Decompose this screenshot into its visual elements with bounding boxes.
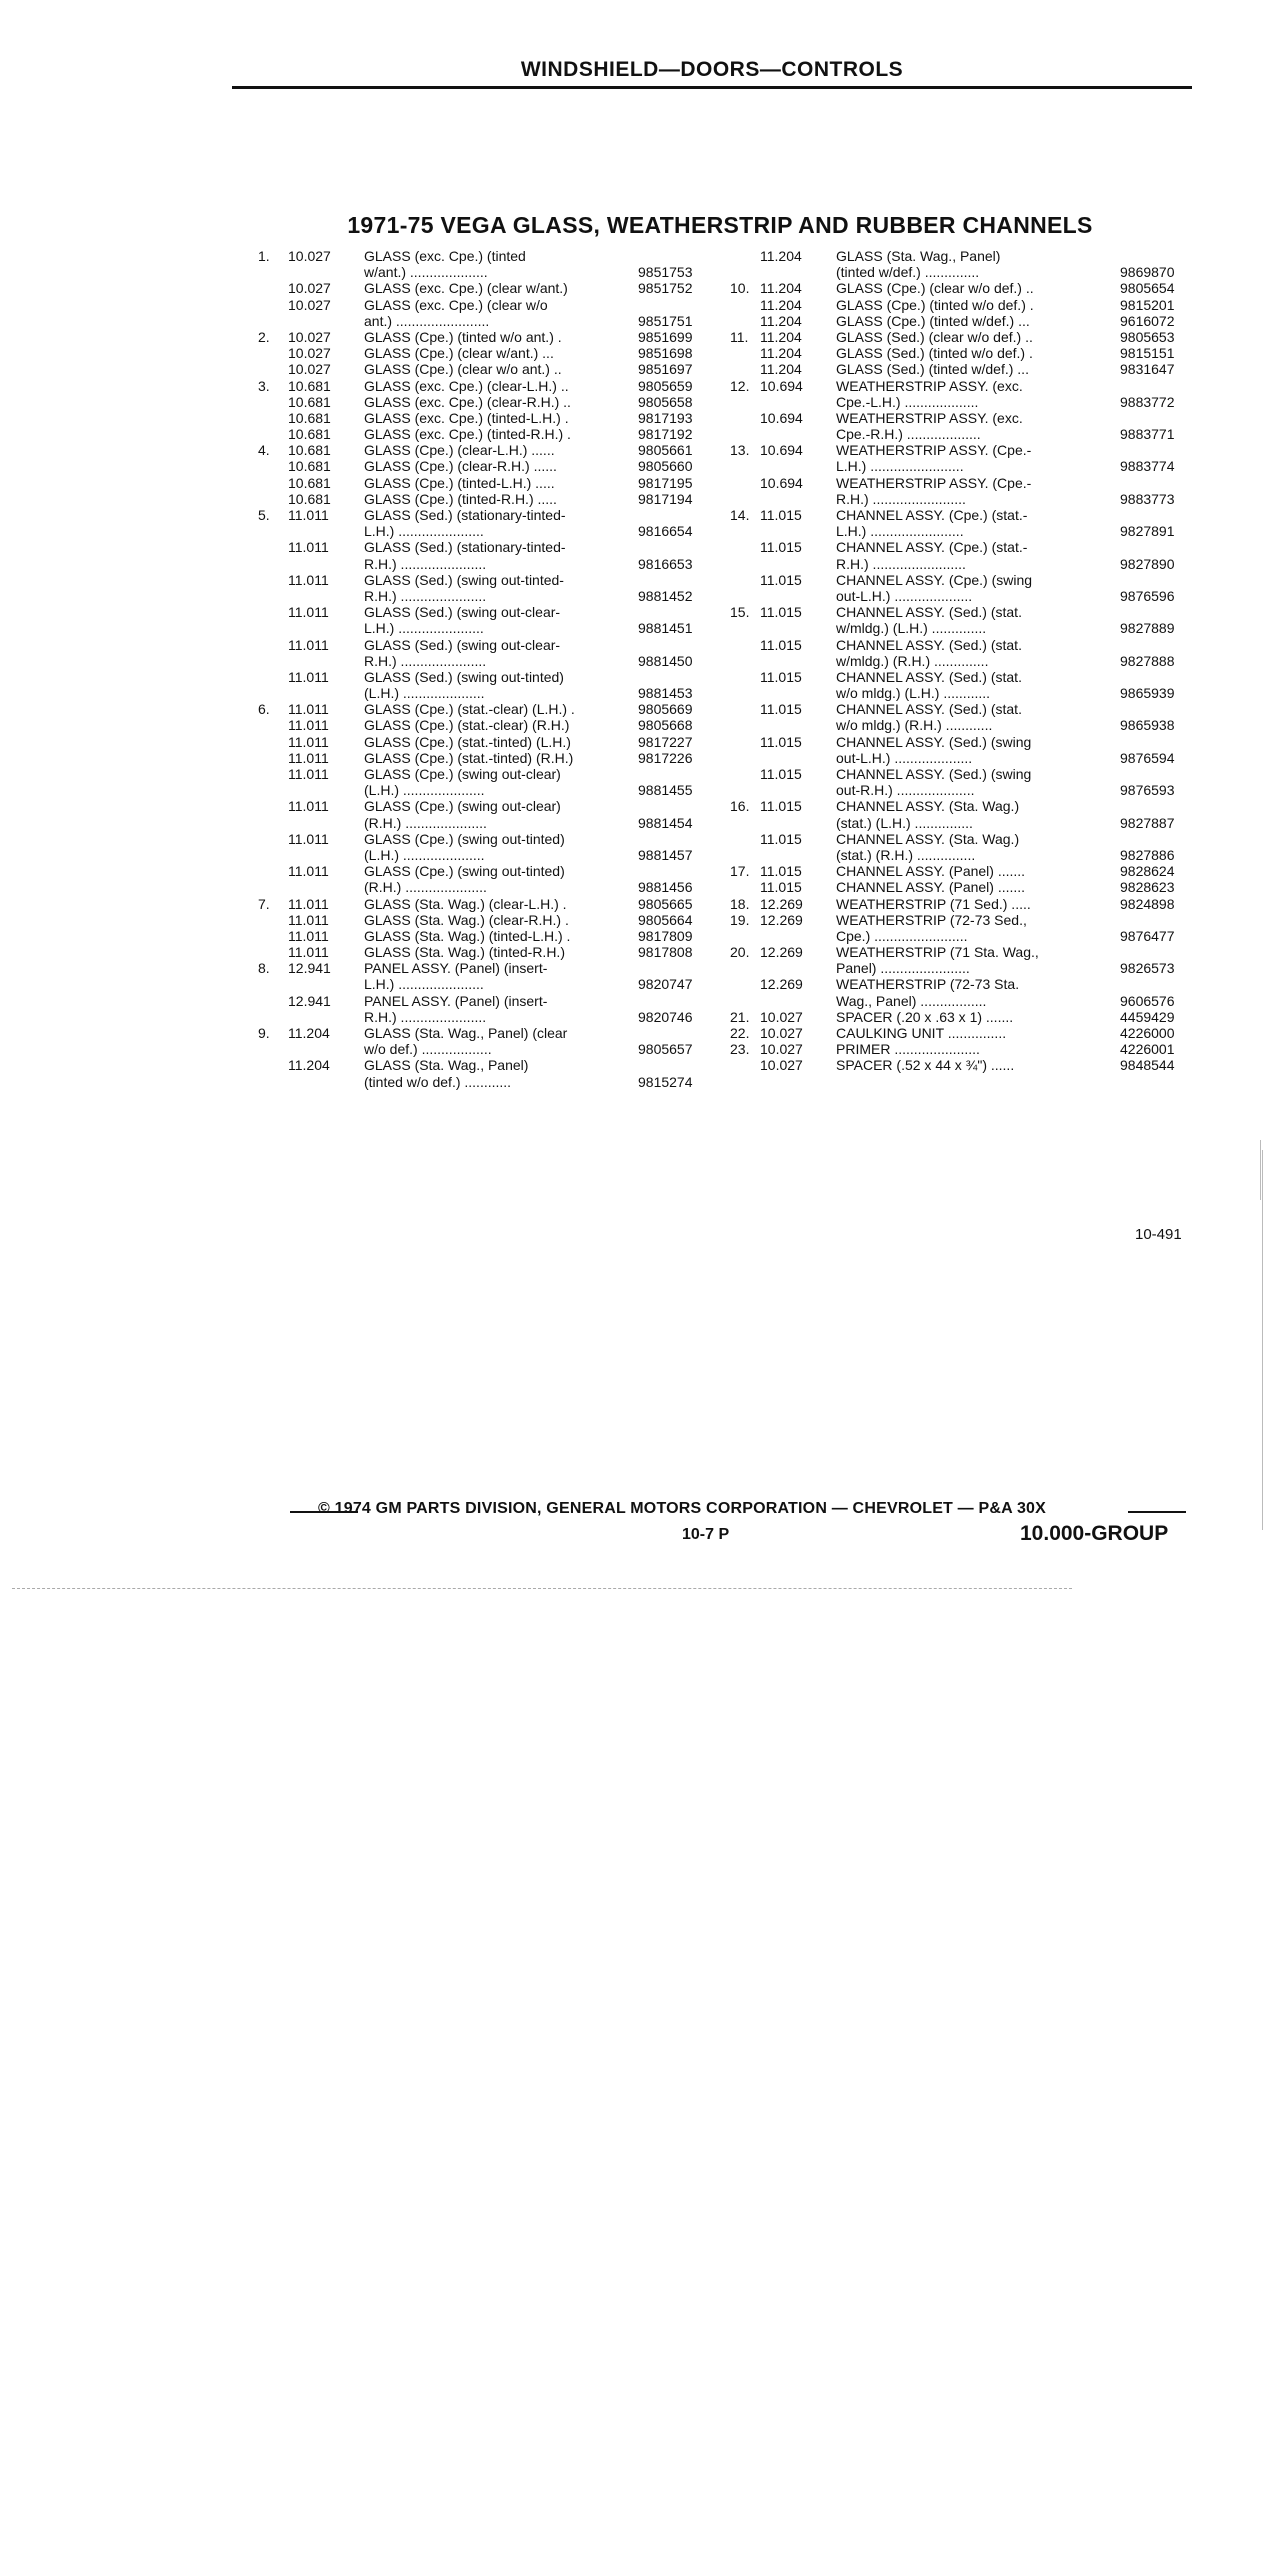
item-number: 16. [730, 798, 750, 815]
part-description: (stat.) (L.H.) ............... [836, 814, 973, 831]
part-number: 9865938 [1120, 717, 1175, 734]
part-description: R.H.) ........................ [836, 555, 966, 572]
part-number: 9865939 [1120, 685, 1175, 702]
part-description: WEATHERSTRIP ASSY. (exc. [836, 409, 1023, 426]
page-number: 10-491 [1135, 1226, 1182, 1243]
item-number: 19. [730, 911, 750, 928]
part-description: CHANNEL ASSY. (Sta. Wag.) [836, 798, 1020, 815]
part-description: GLASS (Cpe.) (tinted w/o def.) . [836, 296, 1034, 313]
part-number: 9881451 [638, 620, 693, 637]
item-number: 23. [730, 1041, 750, 1058]
item-number: 8. [258, 960, 270, 977]
part-description: CHANNEL ASSY. (Panel) ....... [836, 863, 1026, 880]
part-description: R.H.) ...................... [364, 587, 487, 604]
part-number: 9815274 [638, 1073, 693, 1090]
group-number: 11.015 [760, 766, 802, 782]
part-description: Cpe.) ........................ [836, 927, 968, 944]
group-number: 11.204 [760, 361, 802, 378]
page-title: 1971-75 VEGA GLASS, WEATHERSTRIP AND RUBBER CHANNELS [347, 212, 1093, 238]
part-description: (tinted w/def.) .............. [836, 264, 980, 281]
part-description: WEATHERSTRIP (72-73 Sta. [836, 976, 1020, 993]
part-description: GLASS (exc. Cpe.) (clear-L.H.) .. [364, 377, 569, 394]
part-number: 9805669 [638, 701, 693, 718]
group-number: 10.681 [288, 458, 331, 475]
part-description: out-R.H.) .................... [836, 782, 975, 799]
group-number: 11.011 [288, 766, 329, 782]
part-number: 9616072 [1120, 312, 1175, 329]
item-number: 10. [730, 280, 750, 297]
part-number: 9805653 [1120, 328, 1175, 345]
part-number: 9881456 [638, 879, 693, 896]
part-description: CHANNEL ASSY. (Sed.) (stat. [836, 668, 1022, 685]
group-number: 11.204 [288, 1057, 330, 1074]
group-number: 11.011 [288, 749, 329, 766]
part-description: (L.H.) ..................... [364, 782, 485, 799]
part-number: 9817226 [638, 749, 693, 766]
part-number: 9851752 [638, 280, 693, 297]
group-number: 11.011 [288, 539, 329, 556]
item-number: 1. [258, 248, 270, 264]
part-number: 9817193 [638, 409, 693, 426]
part-description: w/ant.) .................... [364, 264, 488, 281]
part-number: 9805658 [638, 393, 693, 410]
part-number: 9883771 [1120, 426, 1175, 443]
group-number: 11.011 [288, 604, 329, 621]
group-number: 11.011 [288, 701, 329, 718]
part-description: (R.H.) ..................... [364, 814, 487, 831]
item-number: 17. [730, 863, 750, 880]
part-number: 9805659 [638, 377, 693, 394]
part-number: 9817194 [638, 490, 693, 507]
part-number: 9805661 [638, 442, 693, 459]
part-number: 9883772 [1120, 393, 1175, 410]
part-description: WEATHERSTRIP ASSY. (exc. [836, 377, 1023, 394]
part-description: CHANNEL ASSY. (Sed.) (swing [836, 733, 1032, 750]
part-number: 9820746 [638, 1008, 693, 1025]
item-number: 7. [258, 895, 270, 912]
part-number: 9851698 [638, 345, 693, 362]
group-number: 10.027 [288, 361, 331, 378]
part-description: GLASS (Sed.) (swing out-clear- [364, 604, 561, 621]
part-number: 4459429 [1120, 1008, 1175, 1025]
part-number: 9805654 [1120, 280, 1175, 297]
part-description: (L.H.) ..................... [364, 685, 485, 702]
part-description: CHANNEL ASSY. (Cpe.) (stat.- [836, 507, 1028, 523]
group-number: 11.204 [760, 312, 802, 329]
part-description: GLASS (Sed.) (stationary-tinted- [364, 539, 566, 556]
group-number: 11.011 [288, 911, 329, 928]
group-number: 10.681 [288, 442, 331, 459]
part-number: 9817808 [638, 944, 693, 961]
part-description: GLASS (Cpe.) (tinted-R.H.) ..... [364, 490, 557, 507]
group-number: 10.027 [288, 296, 331, 313]
item-number: 6. [258, 701, 270, 718]
group-number: 12.269 [760, 976, 803, 993]
group-number: 11.204 [760, 280, 802, 297]
part-description: GLASS (Sed.) (clear w/o def.) .. [836, 328, 1033, 345]
group-number: 11.204 [760, 328, 802, 345]
part-description: GLASS (Cpe.) (clear-L.H.) ...... [364, 442, 555, 459]
footer-page-ref: 10-7 P [682, 1526, 730, 1543]
part-number: 9805664 [638, 911, 693, 928]
part-number: 9851697 [638, 361, 693, 378]
part-number: 9815151 [1120, 345, 1175, 362]
part-description: CHANNEL ASSY. (Cpe.) (swing [836, 571, 1033, 588]
group-number: 10.027 [760, 1057, 803, 1074]
group-number: 11.204 [760, 248, 802, 264]
item-number: 4. [258, 442, 270, 459]
part-description: GLASS (Cpe.) (clear w/ant.) ... [364, 345, 554, 362]
part-description: CHANNEL ASSY. (Panel) ....... [836, 879, 1026, 896]
part-number: 9805657 [638, 1041, 693, 1058]
group-number: 11.015 [760, 879, 802, 896]
group-number: 11.204 [760, 296, 802, 313]
part-description: w/mldg.) (R.H.) .............. [836, 652, 989, 669]
part-number: 9881457 [638, 846, 693, 863]
group-number: 11.011 [288, 717, 329, 734]
group-number: 10.694 [760, 442, 803, 459]
item-number: 22. [730, 1025, 750, 1041]
part-description: GLASS (Sed.) (swing out-tinted) [364, 668, 564, 685]
part-description: GLASS (Cpe.) (swing out-clear) [364, 766, 561, 782]
group-number: 12.269 [760, 895, 803, 912]
footer-copyright: © 1974 GM PARTS DIVISION, GENERAL MOTORS CORPORATION — CHEVROLET — P&A 30X [318, 1500, 1047, 1517]
part-description: (tinted w/o def.) ............ [364, 1073, 512, 1090]
group-number: 12.941 [288, 992, 331, 1009]
part-description: L.H.) ...................... [364, 523, 484, 540]
part-number: 9828623 [1120, 879, 1175, 896]
part-description: GLASS (Sta. Wag.) (tinted-R.H.) [364, 944, 565, 961]
part-description: L.H.) ........................ [836, 523, 964, 540]
item-number: 21. [730, 1008, 750, 1025]
group-number: 11.011 [288, 927, 329, 944]
group-number: 10.027 [288, 248, 331, 264]
part-description: PRIMER ...................... [836, 1041, 980, 1058]
group-number: 11.015 [760, 830, 802, 847]
part-number: 9848544 [1120, 1057, 1175, 1074]
part-description: WEATHERSTRIP (71 Sed.) ..... [836, 895, 1031, 912]
part-number: 9827889 [1120, 620, 1175, 637]
group-number: 10.681 [288, 409, 331, 426]
part-description: GLASS (exc. Cpe.) (tinted [364, 248, 526, 264]
part-description: GLASS (Cpe.) (clear w/o def.) .. [836, 280, 1034, 297]
running-header [232, 56, 1192, 89]
footer-group: 10.000-GROUP [1020, 1522, 1169, 1545]
item-number: 20. [730, 944, 750, 961]
part-description: CHANNEL ASSY. (Sed.) (swing [836, 766, 1032, 782]
group-number: 11.015 [760, 507, 802, 523]
part-description: GLASS (Sed.) (swing out-tinted- [364, 571, 564, 588]
group-number: 10.681 [288, 490, 331, 507]
part-description: ant.) ........................ [364, 312, 490, 329]
part-description: Cpe.-R.H.) ................... [836, 426, 981, 443]
group-number: 11.011 [288, 944, 329, 961]
group-number: 10.027 [288, 280, 331, 297]
group-number: 11.015 [760, 798, 802, 815]
scan-artifact-rule [12, 1588, 1072, 1589]
part-number: 9817195 [638, 474, 693, 491]
part-number: 9828624 [1120, 863, 1175, 880]
part-description: GLASS (Cpe.) (tinted w/o ant.) . [364, 328, 562, 345]
part-description: GLASS (Sta. Wag., Panel) [364, 1057, 529, 1074]
part-number: 9815201 [1120, 296, 1175, 313]
group-number: 10.027 [288, 345, 331, 362]
group-number: 10.681 [288, 426, 331, 443]
part-description: PANEL ASSY. (Panel) (insert- [364, 992, 548, 1009]
scan-edge-mark [1260, 1140, 1261, 1200]
scan-edge-mark [1262, 1150, 1263, 1530]
part-number: 9827887 [1120, 814, 1175, 831]
part-number: 9817192 [638, 426, 693, 443]
item-number: 3. [258, 377, 270, 394]
part-description: R.H.) ...................... [364, 555, 487, 572]
part-number: 9881453 [638, 685, 693, 702]
part-number: 9876593 [1120, 782, 1175, 799]
group-number: 10.681 [288, 474, 331, 491]
part-description: GLASS (Sed.) (tinted w/o def.) . [836, 345, 1033, 362]
group-number: 11.015 [760, 636, 802, 653]
part-description: GLASS (Sed.) (swing out-clear- [364, 636, 561, 653]
item-number: 18. [730, 895, 750, 912]
part-description: GLASS (Sed.) (stationary-tinted- [364, 507, 566, 523]
header-title: WINDSHIELD—DOORS—CONTROLS [520, 58, 904, 81]
part-number: 9827890 [1120, 555, 1175, 572]
group-number: 11.011 [288, 798, 329, 815]
part-description: GLASS (exc. Cpe.) (clear-R.H.) .. [364, 393, 571, 410]
part-number: 9805668 [638, 717, 693, 734]
part-number: 9881454 [638, 814, 693, 831]
part-description: (L.H.) ..................... [364, 846, 485, 863]
part-description: WEATHERSTRIP (71 Sta. Wag., [836, 944, 1039, 961]
part-description: GLASS (Cpe.) (stat.-tinted) (L.H.) [364, 733, 571, 750]
group-number: 11.011 [288, 668, 329, 685]
part-description: GLASS (Cpe.) (tinted-L.H.) ..... [364, 474, 555, 491]
part-number: 9824898 [1120, 895, 1175, 912]
group-number: 11.015 [760, 863, 802, 880]
part-description: GLASS (exc. Cpe.) (tinted-L.H.) . [364, 409, 569, 426]
part-number: 9851753 [638, 264, 693, 281]
part-description: L.H.) ...................... [364, 976, 484, 993]
part-description: R.H.) ...................... [364, 652, 487, 669]
part-number: 9876477 [1120, 927, 1175, 944]
part-number: 9883773 [1120, 490, 1175, 507]
group-number: 11.204 [760, 345, 802, 362]
group-number: 11.015 [760, 571, 802, 588]
part-number: 9817227 [638, 733, 693, 750]
part-number: 9869870 [1120, 264, 1175, 281]
part-number: 9881455 [638, 782, 693, 799]
part-description: w/mldg.) (L.H.) .............. [836, 620, 987, 637]
part-description: GLASS (exc. Cpe.) (tinted-R.H.) . [364, 426, 571, 443]
part-number: 9817809 [638, 927, 693, 944]
part-number: 9816654 [638, 523, 693, 540]
item-number: 11. [730, 328, 749, 345]
part-description: SPACER (.52 x 44 x ¾") ...... [836, 1057, 1015, 1074]
part-description: CHANNEL ASSY. (Sed.) (stat. [836, 636, 1022, 653]
part-description: GLASS (Cpe.) (stat.-tinted) (R.H.) [364, 749, 574, 766]
part-number: 9805665 [638, 895, 693, 912]
part-description: out-L.H.) .................... [836, 587, 973, 604]
group-number: 10.694 [760, 409, 803, 426]
footer-rule-right [1128, 1511, 1186, 1513]
part-description: R.H.) ...................... [364, 1008, 487, 1025]
group-number: 11.011 [288, 733, 329, 750]
part-description: Wag., Panel) ................. [836, 992, 987, 1009]
item-number: 14. [730, 507, 750, 523]
part-description: w/o mldg.) (R.H.) ............ [836, 717, 993, 734]
group-number: 10.681 [288, 393, 331, 410]
group-number: 11.011 [288, 830, 329, 847]
part-description: GLASS (Cpe.) (stat.-clear) (R.H.) [364, 717, 570, 734]
part-number: 9876596 [1120, 587, 1175, 604]
group-number: 10.694 [760, 474, 803, 491]
part-description: GLASS (Cpe.) (swing out-clear) [364, 798, 561, 815]
group-number: 10.694 [760, 377, 803, 394]
part-number: 9816653 [638, 555, 693, 572]
part-number: 9831647 [1120, 361, 1175, 378]
group-number: 12.269 [760, 944, 803, 961]
part-description: Cpe.-L.H.) ................... [836, 393, 979, 410]
part-description: Panel) ....................... [836, 960, 970, 977]
part-description: GLASS (Cpe.) (swing out-tinted) [364, 830, 565, 847]
group-number: 11.015 [760, 668, 802, 685]
part-description: GLASS (Sta. Wag.) (clear-R.H.) . [364, 911, 569, 928]
item-number: 12. [730, 377, 750, 394]
part-description: CHANNEL ASSY. (Cpe.) (stat.- [836, 539, 1028, 556]
group-number: 11.011 [288, 571, 329, 588]
part-description: (R.H.) ..................... [364, 879, 487, 896]
item-number: 9. [258, 1025, 270, 1041]
group-number: 11.015 [760, 733, 802, 750]
part-number: 9883774 [1120, 458, 1175, 475]
part-number: 9606576 [1120, 992, 1175, 1009]
part-description: GLASS (Cpe.) (tinted w/def.) ... [836, 312, 1030, 329]
part-description: PANEL ASSY. (Panel) (insert- [364, 960, 548, 977]
part-number: 9881450 [638, 652, 693, 669]
part-description: (stat.) (R.H.) ............... [836, 846, 976, 863]
part-description: GLASS (Sta. Wag., Panel) (clear [364, 1025, 568, 1041]
group-number: 11.015 [760, 701, 802, 718]
part-description: w/o def.) .................. [364, 1041, 492, 1058]
part-number: 9827888 [1120, 652, 1175, 669]
part-description: L.H.) ........................ [836, 458, 964, 475]
part-description: R.H.) ........................ [836, 490, 966, 507]
part-number: 4226001 [1120, 1041, 1175, 1058]
part-number: 9805660 [638, 458, 693, 475]
group-number: 11.204 [288, 1025, 330, 1041]
part-description: GLASS (Sta. Wag.) (clear-L.H.) . [364, 895, 567, 912]
part-description: GLASS (Cpe.) (swing out-tinted) [364, 863, 565, 880]
group-number: 11.011 [288, 636, 329, 653]
part-number: 9851699 [638, 328, 693, 345]
group-number: 11.011 [288, 895, 329, 912]
part-description: GLASS (exc. Cpe.) (clear w/ant.) [364, 280, 568, 297]
part-description: w/o mldg.) (L.H.) ............ [836, 685, 991, 702]
part-description: GLASS (Cpe.) (clear-R.H.) ...... [364, 458, 557, 475]
group-number: 12.269 [760, 911, 803, 928]
part-number: 9881452 [638, 587, 693, 604]
part-description: GLASS (Cpe.) (stat.-clear) (L.H.) . [364, 701, 575, 718]
part-description: WEATHERSTRIP ASSY. (Cpe.- [836, 442, 1032, 459]
item-number: 13. [730, 442, 750, 459]
item-number: 15. [730, 604, 750, 621]
item-number: 2. [258, 328, 270, 345]
part-number: 9827886 [1120, 846, 1175, 863]
part-description: L.H.) ...................... [364, 620, 484, 637]
group-number: 12.941 [288, 960, 331, 977]
group-number: 11.011 [288, 863, 329, 880]
part-number: 9851751 [638, 312, 693, 329]
part-description: CHANNEL ASSY. (Sed.) (stat. [836, 701, 1022, 718]
group-number: 10.681 [288, 377, 331, 394]
group-number: 11.015 [760, 539, 802, 556]
group-number: 10.027 [288, 328, 331, 345]
part-description: GLASS (Sed.) (tinted w/def.) ... [836, 361, 1029, 378]
part-description: out-L.H.) .................... [836, 749, 973, 766]
group-number: 10.027 [760, 1041, 803, 1058]
part-description: GLASS (Sta. Wag.) (tinted-L.H.) . [364, 927, 571, 944]
part-description: WEATHERSTRIP (72-73 Sed., [836, 911, 1027, 928]
part-number: 9876594 [1120, 749, 1175, 766]
group-number: 10.027 [760, 1008, 803, 1025]
part-description: GLASS (Cpe.) (clear w/o ant.) .. [364, 361, 562, 378]
group-number: 11.015 [760, 604, 802, 621]
part-description: SPACER (.20 x .63 x 1) ....... [836, 1008, 1014, 1025]
item-number: 5. [258, 507, 270, 523]
part-number: 9826573 [1120, 960, 1175, 977]
group-number: 11.011 [288, 507, 329, 523]
part-number: 9820747 [638, 976, 693, 993]
part-description: CAULKING UNIT ............... [836, 1025, 1007, 1041]
part-description: GLASS (exc. Cpe.) (clear w/o [364, 296, 548, 313]
part-description: CHANNEL ASSY. (Sta. Wag.) [836, 830, 1020, 847]
group-number: 10.027 [760, 1025, 803, 1041]
part-description: WEATHERSTRIP ASSY. (Cpe.- [836, 474, 1032, 491]
part-description: CHANNEL ASSY. (Sed.) (stat. [836, 604, 1022, 621]
part-number: 4226000 [1120, 1025, 1175, 1041]
part-description: GLASS (Sta. Wag., Panel) [836, 248, 1001, 264]
part-number: 9827891 [1120, 523, 1175, 540]
